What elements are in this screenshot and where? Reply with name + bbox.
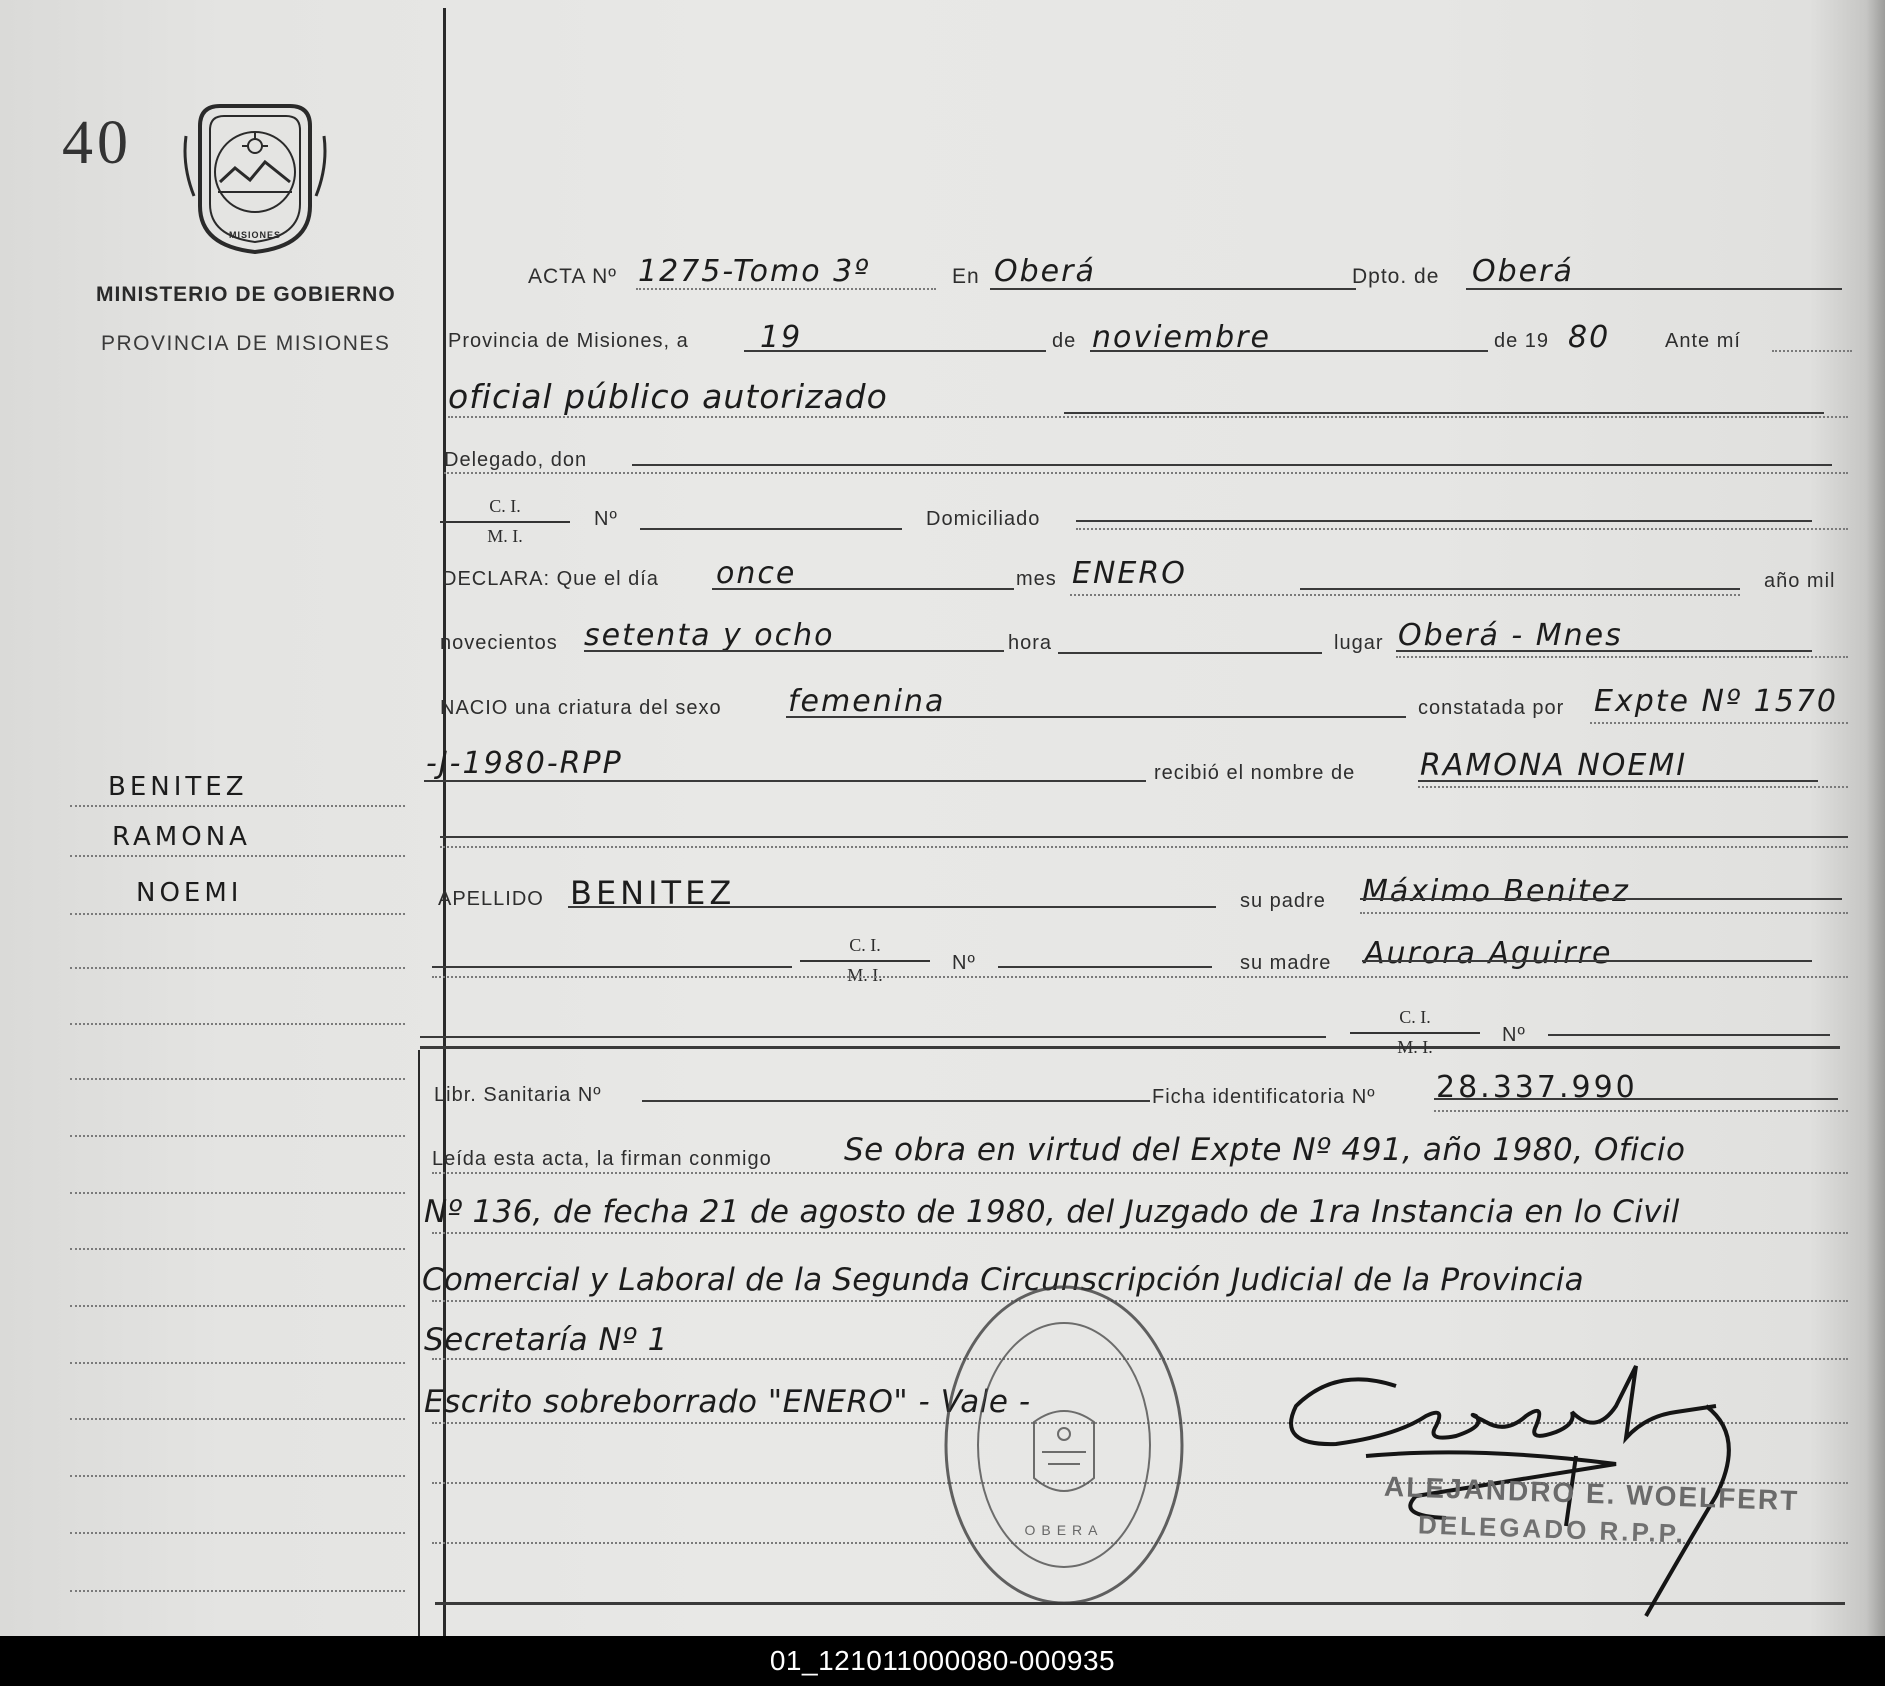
ante-value-line (1064, 412, 1824, 414)
blank-dots (440, 846, 1848, 848)
anio-label: año mil (1764, 570, 1836, 592)
margin-first-name: RAMONA (112, 822, 251, 852)
lugar-value: Oberá - Mnes (1398, 618, 1623, 653)
acta-value: 1275-Tomo 3º (638, 254, 871, 289)
margin-line (70, 1590, 405, 1592)
novecientos-label: novecientos (440, 632, 558, 654)
delegate-name-stamp: ALEJANDRO E. WOELFERT (1383, 1470, 1800, 1517)
lugar-label: lugar (1334, 632, 1384, 654)
day-value: 19 (760, 320, 803, 355)
apellido-value: BENITEZ (570, 874, 736, 912)
constatada-label: constatada por (1418, 697, 1565, 719)
sexo-value: femenina (788, 684, 946, 719)
ante-label: Ante mí (1665, 330, 1741, 352)
year-label: de 19 (1494, 330, 1550, 352)
mi-label: M. I. (847, 965, 883, 985)
nombre-line (1418, 780, 1818, 782)
padre-dots (1360, 912, 1848, 914)
delegado-dots (444, 472, 1848, 474)
month-value: noviembre (1092, 320, 1271, 355)
padre-ci-line (432, 966, 792, 968)
note-line-2: Nº 136, de fecha 21 de agosto de 1980, del Juzgado de 1ra Instancia en lo Civil (424, 1194, 1680, 1230)
ficha-value: 28.337.990 (1436, 1070, 1638, 1105)
en-label: En (952, 265, 980, 288)
en-line (990, 288, 1356, 290)
margin-line (70, 1532, 405, 1534)
acta-line (636, 288, 936, 290)
delegado-num-line (640, 528, 902, 530)
margin-line (70, 967, 405, 969)
margin-line (70, 1078, 405, 1080)
ficha-label: Ficha identificatoria Nº (1152, 1086, 1376, 1108)
madre-value: Aurora Aguirre (1364, 936, 1613, 971)
domiciliado-dots (1076, 528, 1848, 530)
stamp-center-text: OBERA (1024, 1522, 1104, 1538)
declara-dots (1070, 594, 1740, 596)
mes-line (1300, 588, 1740, 590)
padre-num-line (998, 966, 1212, 968)
padre-line (1360, 898, 1842, 900)
novecientos-line (584, 650, 1004, 652)
padre-ci-mi-fraction (800, 932, 930, 988)
mes-label: mes (1016, 568, 1057, 590)
libreta-line (642, 1100, 1150, 1102)
dpto-label: Dpto. de (1352, 265, 1440, 288)
crest-label: MISIONES (228, 230, 281, 240)
year-value: 80 (1568, 320, 1611, 355)
province-title: PROVINCIA DE MISIONES (101, 332, 391, 355)
registry-seal-icon (942, 1282, 1186, 1608)
nombre-dots (1418, 786, 1848, 788)
lugar-dots (1396, 656, 1848, 658)
month-line (1090, 350, 1488, 352)
ministry-title: MINISTERIO DE GOBIERNO (96, 283, 396, 306)
margin-line (70, 855, 405, 857)
hora-line (1058, 652, 1322, 654)
margin-line (70, 1475, 405, 1477)
constatada-dots (1590, 722, 1848, 724)
scan-id-footer (0, 1636, 1885, 1686)
madre-ci-mi-fraction (1350, 1004, 1480, 1060)
blank-line (440, 836, 1848, 838)
dia-value: once (716, 556, 797, 591)
note-line-3: Comercial y Laboral de la Segunda Circunscripción Judicial de la Provincia (422, 1262, 1584, 1298)
ficha-dots (1434, 1110, 1848, 1112)
acta-label: ACTA Nº (528, 265, 617, 288)
ci-label: C. I. (800, 932, 930, 962)
misiones-crest (180, 96, 330, 256)
scan-id: 01_121011000080-000935 (769, 1645, 1116, 1676)
ci-mi-fraction (440, 493, 570, 549)
constatada-cont-line (424, 780, 1146, 782)
page-number: 40 (62, 109, 132, 177)
libreta-label: Libr. Sanitaria Nº (434, 1084, 602, 1106)
margin-line (70, 913, 405, 915)
margin-surname: BENITEZ (108, 772, 248, 802)
margin-line (70, 1192, 405, 1194)
note-line-1: Se obra en virtud del Expte Nº 491, año 1980, Oficio (844, 1132, 1686, 1168)
margin-second-name: NOEMI (136, 878, 243, 908)
margin-line (70, 1248, 405, 1250)
lugar-line (1396, 650, 1812, 652)
domiciliado-label: Domiciliado (926, 508, 1041, 530)
delegado-num-label: Nº (594, 508, 618, 530)
novecientos-value: setenta y ocho (584, 618, 835, 653)
ci-label: C. I. (1350, 1004, 1480, 1034)
ci-label: C. I. (440, 493, 570, 523)
body-divider (418, 1050, 420, 1636)
ficha-line (1434, 1098, 1838, 1100)
hora-label: hora (1008, 632, 1053, 654)
margin-line (70, 1135, 405, 1137)
leida-label: Leída esta acta, la firman conmigo (432, 1148, 772, 1170)
declara-label: DECLARA: Que el día (442, 568, 659, 590)
mi-label: M. I. (487, 526, 523, 546)
registry-stamp (942, 1282, 1186, 1608)
section-rule (420, 1046, 1840, 1049)
padre-label: su padre (1240, 890, 1326, 912)
apellido-label: APELLIDO (438, 888, 544, 910)
padre-value: Máximo Benitez (1362, 874, 1630, 909)
margin-line (70, 1305, 405, 1307)
madre-ci-line (420, 1036, 1326, 1038)
en-value: Oberá (994, 254, 1096, 289)
note-dots-1 (432, 1172, 1848, 1174)
delegado-line (632, 464, 1832, 466)
delegate-title-stamp: DELEGADO R.P.P. (1417, 1509, 1687, 1549)
dpto-line (1466, 288, 1842, 290)
mes-value: ENERO (1072, 556, 1187, 591)
day-line (744, 350, 1046, 352)
margin-line (70, 1418, 405, 1420)
note-line-5: Escrito sobreborrado "ENERO" - Vale - (424, 1384, 1031, 1420)
ante-value-dots (448, 416, 1848, 418)
mi-label: M. I. (1397, 1037, 1433, 1057)
ante-value: oficial público autorizado (448, 377, 888, 416)
provincia-label: Provincia de Misiones, a (448, 330, 689, 352)
madre-line (1362, 960, 1812, 962)
constatada-value: Expte Nº 1570 (1594, 684, 1838, 719)
nombre-value: RAMONA NOEMI (1420, 748, 1688, 783)
madre-dots (432, 976, 1848, 978)
note-dots-2 (432, 1232, 1848, 1234)
constatada-value-cont: -J-1980-RPP (426, 746, 623, 781)
dpto-value: Oberá (1472, 254, 1574, 289)
delegado-label: Delegado, don (444, 449, 588, 471)
madre-num-label: Nº (1502, 1024, 1526, 1046)
recibio-label: recibió el nombre de (1154, 762, 1356, 784)
margin-line (70, 1362, 405, 1364)
domiciliado-line (1076, 520, 1812, 522)
margin-line (70, 805, 405, 807)
sexo-line (786, 716, 1406, 718)
note-line-4: Secretaría Nº 1 (424, 1322, 668, 1358)
apellido-line (568, 906, 1216, 908)
madre-num-line (1548, 1034, 1830, 1036)
ante-line (1772, 350, 1852, 352)
nacio-label: NACIO una criatura del sexo (440, 697, 722, 719)
margin-line (70, 1023, 405, 1025)
padre-num-label: Nº (952, 952, 976, 974)
madre-label: su madre (1240, 952, 1332, 974)
dia-line (712, 588, 1014, 590)
de-label: de (1052, 330, 1077, 352)
